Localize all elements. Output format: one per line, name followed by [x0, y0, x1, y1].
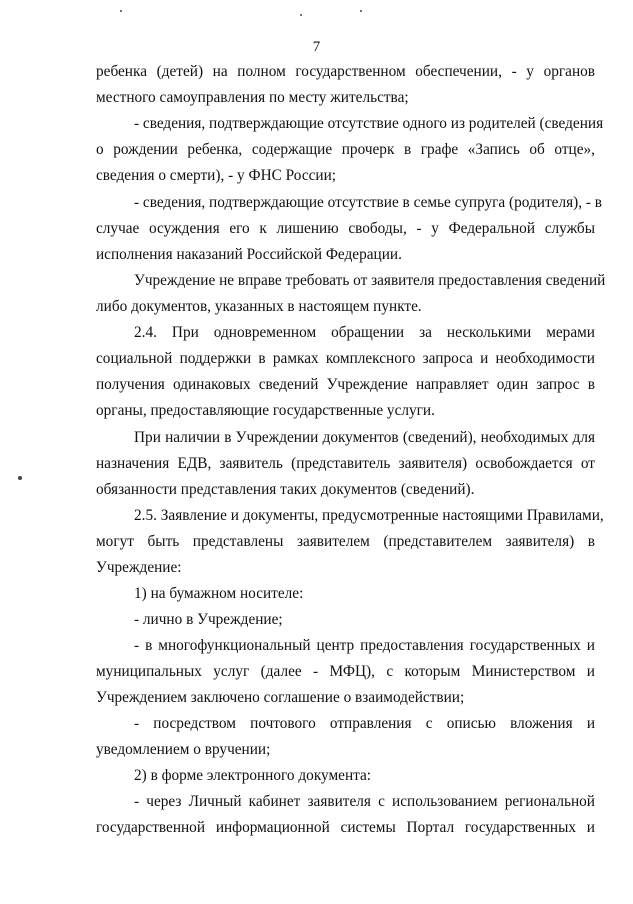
text-line: - посредством почтового отправления с описью вложения и — [134, 715, 595, 732]
scan-speck — [300, 14, 302, 16]
text-line: 2.4. При одновременном обращении за несколькими мерами — [134, 324, 595, 341]
text-line: о рождении ребенка, содержащие прочерк в графе «Запись об отце», — [96, 141, 595, 158]
text-line: 2.5. Заявление и документы, предусмотренные настоящими Правилами, — [134, 507, 604, 524]
text-line: - сведения, подтверждающие отсутствие в семье супруга (родителя), - в — [134, 194, 602, 211]
text-line: При наличии в Учреждении документов (сведений), необходимых для — [134, 429, 595, 446]
text-line: муниципальных услуг (далее - МФЦ), с которым Министерством и — [96, 663, 595, 680]
text-line: государственной информационной системы Портал государственных и — [96, 819, 595, 836]
scan-speck — [120, 10, 122, 12]
text-line: - сведения, подтверждающие отсутствие одного из родителей (сведения — [134, 115, 604, 132]
text-line: обязанности представления таких документов (сведений). — [96, 481, 475, 498]
text-line: получения одинаковых сведений Учреждение направляет один запрос в — [96, 376, 595, 393]
text-line: 1) на бумажном носителе: — [134, 585, 304, 602]
scan-speck — [18, 476, 22, 480]
text-line: - через Личный кабинет заявителя с использованием региональной — [134, 793, 595, 810]
text-line: органы, предоставляющие государственные услуги. — [96, 402, 435, 419]
text-line: могут быть представлены заявителем (представителем заявителя) в — [96, 533, 595, 550]
text-line: случае осуждения его к лишению свободы, - у Федеральной службы — [96, 220, 595, 237]
text-line: исполнения наказаний Российской Федерации. — [96, 246, 402, 263]
text-line: - в многофункциональный центр предоставления государственных и — [134, 637, 595, 654]
text-line: - лично в Учреждение; — [134, 611, 283, 628]
text-line: местного самоуправления по месту жительства; — [96, 89, 409, 106]
text-line: уведомлением о вручении; — [96, 741, 271, 758]
text-line: назначения ЕДВ, заявитель (представитель заявителя) освобождается от — [96, 455, 595, 472]
text-line: ребенка (детей) на полном государственном обеспечении, - у органов — [96, 63, 595, 80]
text-line: либо документов, указанных в настоящем пункте. — [96, 298, 422, 315]
text-line: Учреждение: — [96, 559, 182, 576]
text-line: 2) в форме электронного документа: — [134, 767, 372, 784]
text-line: Учреждением заключено соглашение о взаимодействии; — [96, 689, 465, 706]
text-line: Учреждение не вправе требовать от заявителя предоставления сведений — [134, 272, 606, 289]
scan-speck — [360, 10, 362, 12]
text-line: социальной поддержки в рамках комплексного запроса и необходимости — [96, 350, 595, 367]
text-line: сведения о смерти), - у ФНС России; — [96, 167, 337, 184]
page-number: 7 — [312, 39, 321, 55]
